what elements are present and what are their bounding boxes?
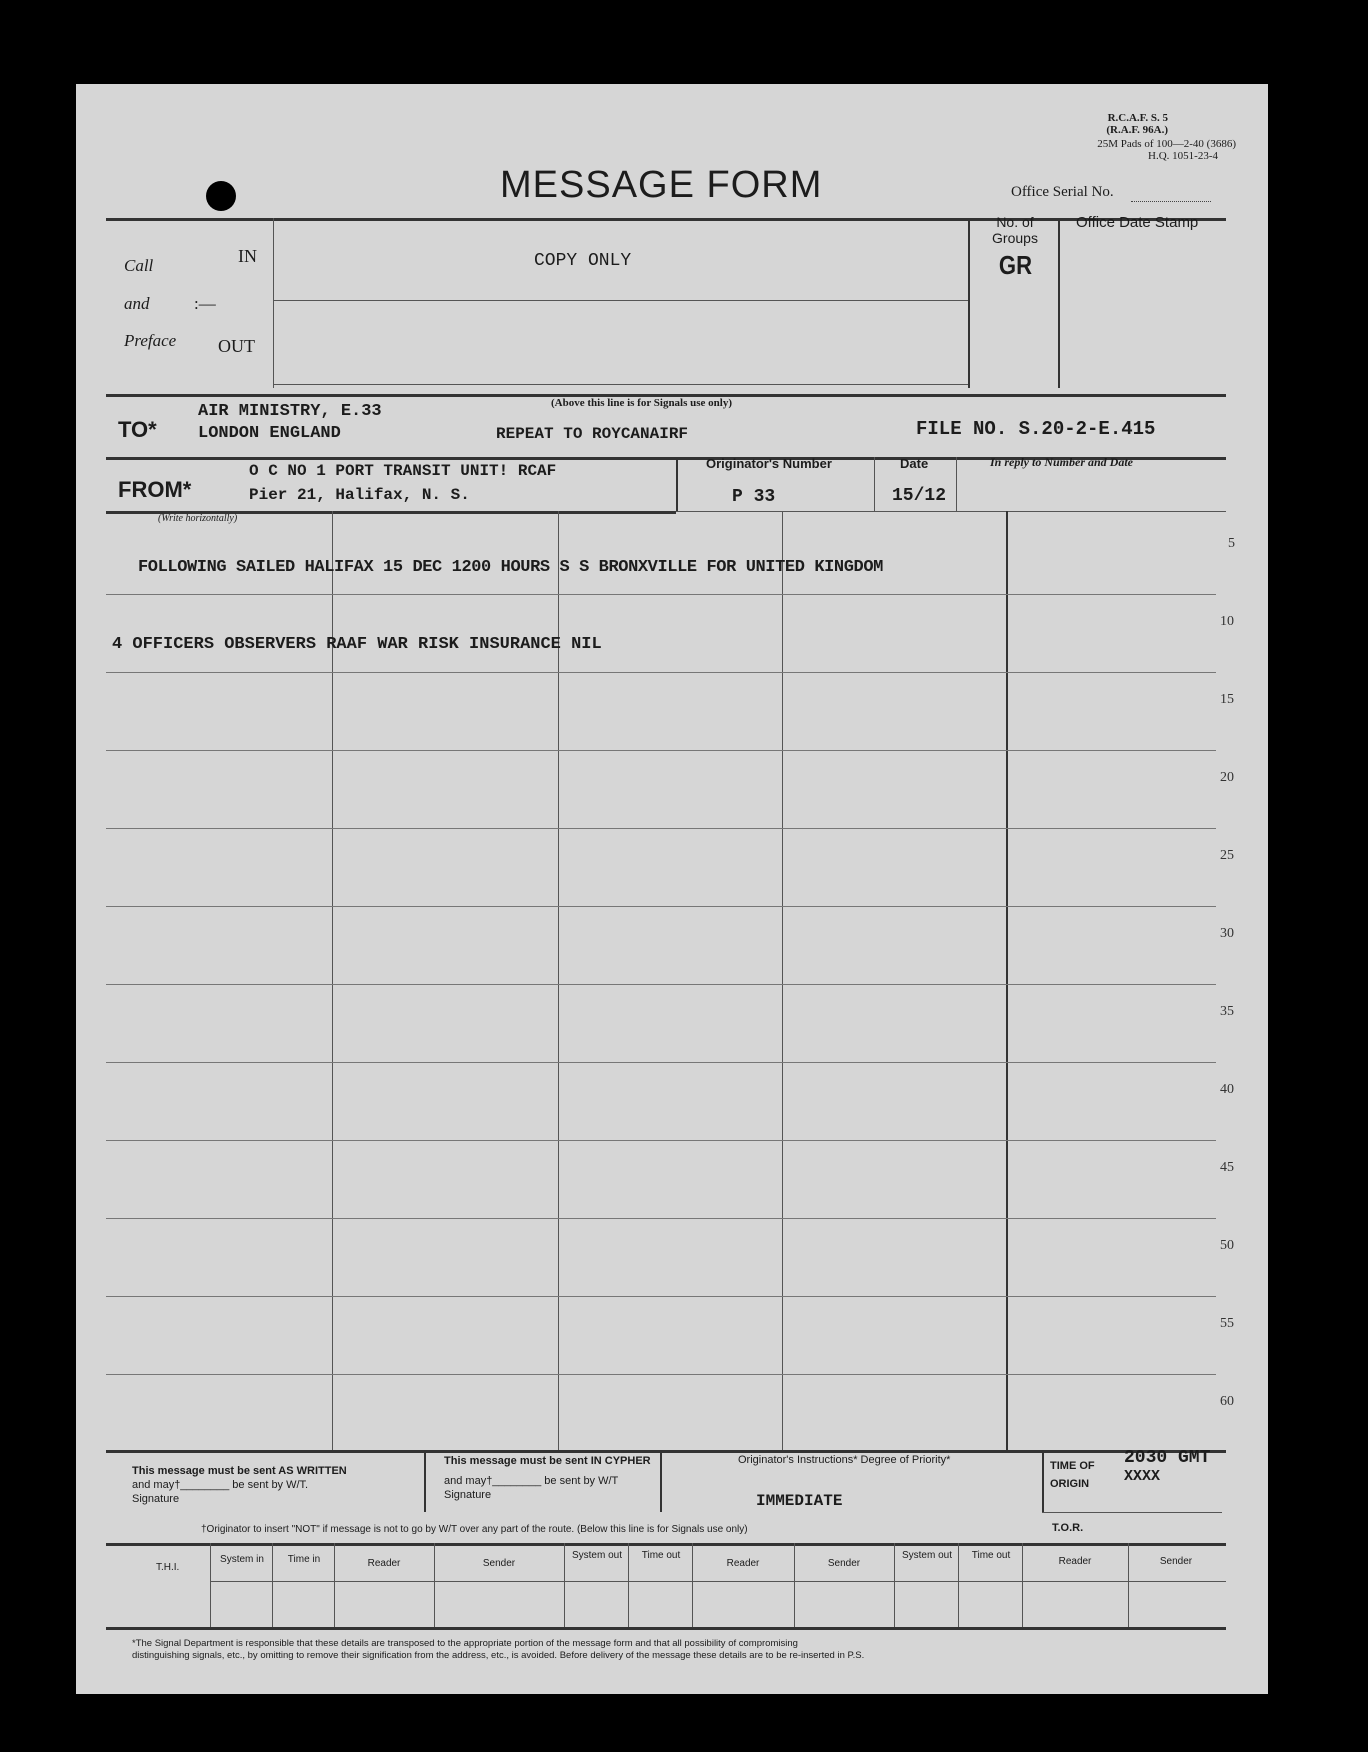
form-code (1106, 112, 1168, 136)
table-header: Reader (726, 1558, 760, 1569)
time-of-origin-line: ORIGIN (1050, 1478, 1090, 1490)
as-written-note (132, 1464, 347, 1506)
preface-label: Preface (124, 331, 177, 350)
line-number: 50 (1220, 1238, 1234, 1253)
signature-label: Signature (444, 1489, 492, 1501)
copy-only-stamp: COPY ONLY (534, 251, 632, 271)
in-label: IN (238, 246, 257, 266)
rule (1042, 1512, 1222, 1513)
write-horizontally-note: (Write horizontally) (158, 513, 238, 524)
punch-hole (206, 181, 236, 211)
groups-label-line: Groups (992, 230, 1038, 246)
rule (272, 1543, 273, 1627)
signal-note-line: *The Signal Department is responsible that these details are transposed to the appropriate portion of the message form and that all possibility of compromising (132, 1638, 798, 1649)
rule (1042, 1450, 1044, 1512)
rule (106, 1140, 1216, 1141)
tor-label: T.O.R. (1052, 1522, 1084, 1534)
cypher-line: This message must be sent IN CYPHER (444, 1455, 651, 1467)
rule (434, 1543, 435, 1627)
to-address-line: AIR MINISTRY, E.33 (198, 402, 382, 421)
line-number: 40 (1220, 1082, 1234, 1097)
table-header: Time out (971, 1550, 1011, 1561)
form-title: MESSAGE FORM (500, 164, 823, 206)
originators-number: P 33 (732, 487, 776, 507)
form-code-line: R.C.A.F. S. 5 (1107, 112, 1168, 124)
rule (106, 1627, 1226, 1630)
message-line: FOLLOWING SAILED HALIFAX 15 DEC 1200 HOURS S S BRONXVILLE FOR UNITED KINGDOM (138, 558, 883, 577)
rule (210, 1581, 1226, 1582)
out-label: OUT (218, 336, 255, 356)
office-date-stamp-label: Office Date Stamp (1076, 214, 1199, 231)
line-number: 45 (1220, 1160, 1234, 1175)
rule (1006, 511, 1008, 1451)
time-of-origin-label (1050, 1457, 1095, 1493)
rule (106, 750, 1216, 751)
rule (874, 457, 875, 511)
line-number: 55 (1220, 1316, 1234, 1331)
table-header: Sender (827, 1558, 861, 1569)
rule (692, 1543, 693, 1627)
rule (968, 218, 970, 388)
table-header: Time out (641, 1550, 681, 1561)
rule (424, 1450, 426, 1512)
rule (894, 1543, 895, 1627)
print-info-line: H.Q. 1051-23-4 (1148, 150, 1218, 162)
rule (106, 1062, 1216, 1063)
rule (210, 1543, 211, 1627)
and-label: and (124, 294, 150, 313)
table-header: Reader (367, 1558, 401, 1569)
signal-note-line: distinguishing signals, etc., by omitting to remove their signification from the address, etc., is avoided. Before delivery of the message these details are to be re-inserted in P.S. (132, 1650, 865, 1661)
rule (782, 511, 783, 1451)
table-header: Sender (1159, 1556, 1193, 1567)
signature-label: Signature (132, 1493, 180, 1505)
rule (273, 300, 968, 301)
repeat-to: REPEAT TO ROYCANAIRF (496, 425, 689, 443)
rule (676, 511, 1226, 512)
as-written-line: and may†________ be sent by W/T. (132, 1479, 309, 1491)
originators-number-label: Originator's Number (706, 456, 832, 471)
table-header: System out (901, 1550, 953, 1561)
rule (273, 218, 274, 388)
call-label: Call (124, 256, 154, 275)
cypher-line: and may†________ be sent by W/T (444, 1475, 619, 1487)
rule (106, 672, 1216, 673)
table-header: Sender (482, 1558, 516, 1569)
message-line: 4 OFFICERS OBSERVERS RAAF WAR RISK INSURANCE NIL (112, 635, 602, 654)
rule (106, 1374, 1216, 1375)
print-info-line: 25M Pads of 100—2-40 (3686) (1097, 138, 1236, 150)
rule (106, 906, 1216, 907)
rule (106, 1543, 1226, 1546)
message-form-sheet (76, 84, 1268, 1694)
rule (106, 828, 1216, 829)
from-address-line: O C NO 1 PORT TRANSIT UNIT! RCAF (249, 462, 557, 480)
from-address-line: Pier 21, Halifax, N. S. (249, 486, 470, 504)
from-label: FROM* (118, 477, 192, 502)
date-label: Date (900, 456, 929, 471)
groups-value: GR (998, 250, 1033, 280)
to-address-line: LONDON ENGLAND (198, 424, 341, 443)
line-number: 35 (1220, 1004, 1234, 1019)
form-print-info (1097, 138, 1236, 162)
office-serial-underline (1131, 201, 1211, 202)
groups-label (974, 214, 1056, 246)
originators-instructions-label: Originator's Instructions* Degree of Priority* (738, 1454, 951, 1466)
rule (956, 457, 957, 511)
line-number: 60 (1220, 1394, 1234, 1409)
rule (1058, 218, 1060, 388)
table-header: T.H.I. (156, 1562, 180, 1573)
in-reply-to-label: In reply to Number and Date (990, 455, 1134, 469)
rule (334, 1543, 335, 1627)
rule (958, 1543, 959, 1627)
office-serial-label: Office Serial No. (1011, 184, 1114, 200)
groups-label-line: No. of (996, 214, 1034, 230)
priority-value: IMMEDIATE (756, 1492, 843, 1510)
to-label: TO* (118, 417, 157, 442)
time-of-origin-line: TIME OF (1050, 1460, 1095, 1472)
rule (794, 1543, 795, 1627)
rule (273, 384, 968, 385)
form-code-line: (R.A.F. 96A.) (1106, 124, 1168, 136)
rule (676, 457, 678, 511)
table-header: System out (571, 1550, 623, 1561)
signal-department-note (132, 1638, 864, 1662)
rule (106, 1296, 1216, 1297)
rule (564, 1543, 565, 1627)
table-header: Reader (1058, 1556, 1092, 1567)
rule (106, 594, 1216, 595)
table-header: System in (220, 1554, 264, 1565)
line-number: 15 (1220, 692, 1234, 707)
line-number: 25 (1220, 848, 1234, 863)
line-number: 10 (1220, 614, 1234, 629)
file-number: FILE NO. S.20-2-E.415 (916, 418, 1156, 440)
line-number: 20 (1220, 770, 1234, 785)
table-header: Time in (287, 1554, 321, 1565)
date-value: 15/12 (892, 486, 947, 506)
rule (106, 1450, 1226, 1453)
not-note: †Originator to insert "NOT" if message is not to go by W/T over any part of the route. (Below this line is for Signals use only) (201, 1524, 748, 1535)
rule (106, 1218, 1216, 1219)
rule (660, 1450, 662, 1512)
as-written-line: This message must be sent AS WRITTEN (132, 1465, 347, 1477)
signals-use-note: (Above this line is for Signals use only) (551, 397, 733, 409)
cypher-note (444, 1454, 651, 1502)
line-number: 30 (1220, 926, 1234, 941)
time-of-origin-value: 2030 GMT (1124, 1448, 1211, 1468)
dash-label: :— (194, 294, 216, 313)
origin-value: XXXX (1124, 1468, 1161, 1485)
rule (628, 1543, 629, 1627)
rule (106, 984, 1216, 985)
line-number: 5 (1228, 536, 1235, 551)
